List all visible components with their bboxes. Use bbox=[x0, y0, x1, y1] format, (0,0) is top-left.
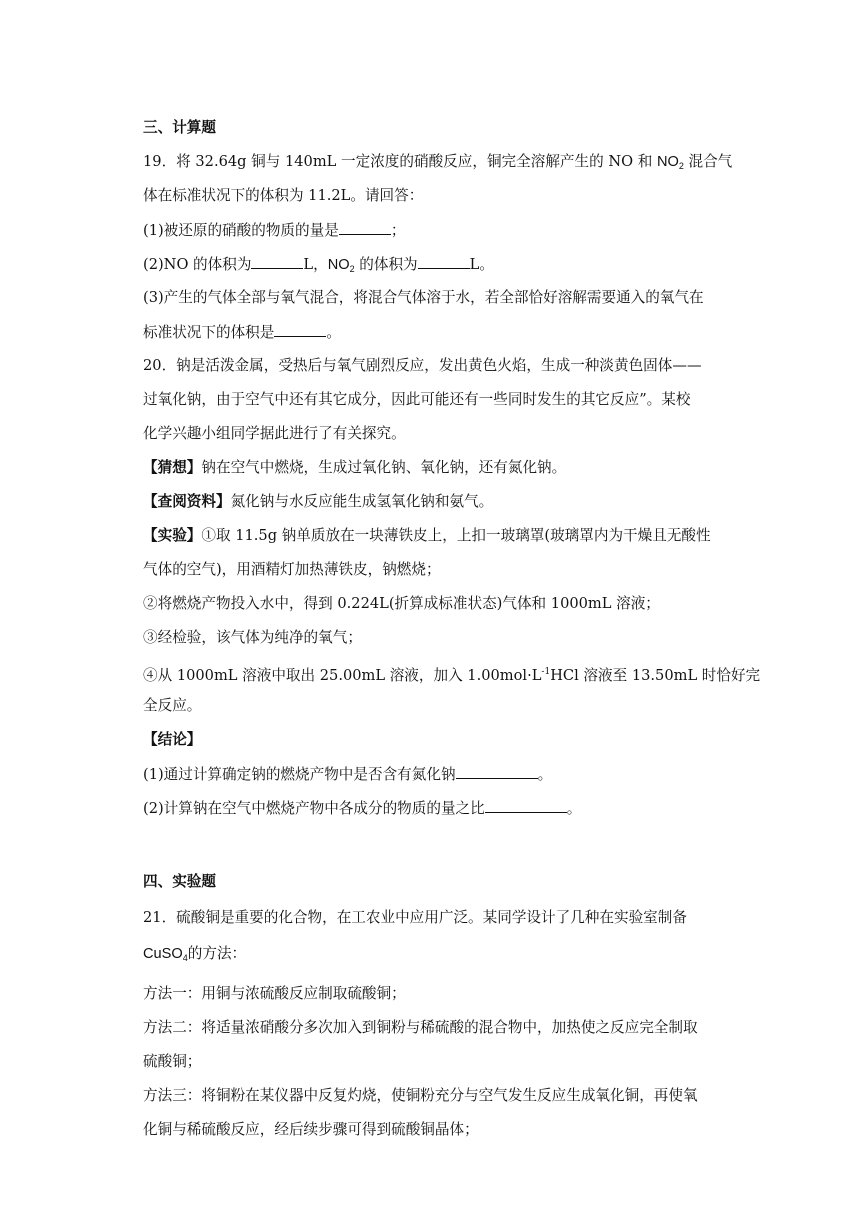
cuso4-formula: CuSO$_4$ bbox=[143, 946, 188, 963]
q21-method-1: 方法一：用铜与浓硫酸反应制取硫酸铜； bbox=[143, 985, 406, 1002]
q19-line-1 bbox=[143, 152, 740, 176]
q20-experiment-4-cont: 全反应。 bbox=[143, 697, 202, 714]
q21-method-3-line-1: 方法三：将铜粉在某仪器中反复灼烧，使铜粉充分与空气发生反应生成氧化铜，再使氧 bbox=[143, 1087, 698, 1104]
q19-text: 19．将 32.64g 铜与 140mL 一定浓度的硝酸反应，铜完全溶解产生的 NO 和 bbox=[143, 153, 657, 170]
q20-experiment-4: ④从 1000mL 溶液中取出 25.00mL 溶液，加入 $1.00mol\cdot L^{-1}HCl$ 溶液至 13.50mL 时恰好完 bbox=[143, 667, 761, 684]
no2-formula: $NO_2$ bbox=[656, 154, 684, 171]
q20-reference: 【查阅资料】氮化钠与水反应能生成氢氧化钠和氨气。 bbox=[143, 493, 494, 510]
experiment-tag: 【实验】 bbox=[143, 527, 202, 544]
q19-part-2: (2)NO 的体积为 L，$NO_2$ 的体积为 L。 bbox=[143, 256, 494, 274]
reference-tag: 【查阅资料】 bbox=[143, 493, 231, 510]
answer-blank[interactable] bbox=[485, 798, 567, 813]
q19-line-2: 体在标准状况下的体积为 11.2L。请回答： bbox=[143, 187, 424, 204]
no2-formula: $NO_2$ bbox=[327, 257, 355, 274]
q20-conclusion-2: (2)计算钠在空气中燃烧产物中各成分的物质的量之比 。 bbox=[143, 800, 582, 817]
q19-part-1: (1)被还原的硝酸的物质的量是 ； bbox=[143, 222, 406, 239]
answer-blank[interactable] bbox=[339, 220, 391, 235]
answer-blank[interactable] bbox=[418, 254, 470, 269]
section-title-calculation: 三、计算题 bbox=[143, 119, 216, 136]
q20-conclusion-1: (1)通过计算确定钠的燃烧产物中是否含有氮化钠 。 bbox=[143, 766, 553, 783]
q21-line-2: CuSO$_4$的方法： bbox=[143, 945, 247, 963]
answer-blank[interactable] bbox=[274, 322, 326, 337]
answer-blank[interactable] bbox=[251, 254, 303, 269]
q20-experiment-1: 【实验】①取 11.5g 钠单质放在一块薄铁皮上，上扣一玻璃罩(玻璃罩内为干燥且无酸性 bbox=[143, 527, 711, 544]
q20-guess: 【猜想】钠在空气中燃烧，生成过氧化钠、氧化钠，还有氮化钠。 bbox=[143, 459, 567, 476]
answer-blank[interactable] bbox=[456, 764, 538, 779]
q21-method-2-line-1: 方法二：将适量浓硝酸分多次加入到铜粉与稀硫酸的混合物中，加热使之反应完全制取 bbox=[143, 1019, 698, 1036]
section-title-experiment: 四、实验题 bbox=[143, 873, 216, 890]
q19-part-3-line-2: 标准状况下的体积是 。 bbox=[143, 324, 341, 341]
q20-line-3: 化学兴趣小组同学据此进行了有关探究。 bbox=[143, 425, 406, 442]
q19-part-3-line-1: (3)产生的气体全部与氧气混合，将混合气体溶于水，若全部恰好溶解需要通入的氧气在 bbox=[143, 289, 704, 306]
q21-method-3-line-2: 化铜与稀硫酸反应，经后续步骤可得到硫酸铜晶体； bbox=[143, 1121, 479, 1138]
q19-text: 混合气 bbox=[683, 153, 733, 170]
q20-experiment-1-cont: 气体的空气)，用酒精灯加热薄铁皮，钠燃烧； bbox=[143, 561, 441, 578]
q20-experiment-3: ③经检验，该气体为纯净的氧气； bbox=[143, 629, 362, 646]
guess-tag: 【猜想】 bbox=[143, 459, 202, 476]
q20-line-1: 20．钠是活泼金属，受热后与氧气剧烈反应，发出黄色火焰，生成一种淡黄色固体—— bbox=[143, 357, 702, 374]
conclusion-tag: 【结论】 bbox=[143, 731, 202, 748]
q20-experiment-2: ②将燃烧产物投入水中，得到 0.224L(折算成标准状态)气体和 1000mL 溶液； bbox=[143, 595, 660, 612]
q21-line-1: 21．硫酸铜是重要的化合物，在工农业中应用广泛。某同学设计了几种在实验室制备 bbox=[143, 909, 687, 926]
q20-line-2: 过氧化钠，由于空气中还有其它成分，因此可能还有一些同时发生的其它反应”。某校 bbox=[143, 391, 691, 408]
q21-method-2-line-2: 硫酸铜； bbox=[143, 1053, 202, 1070]
